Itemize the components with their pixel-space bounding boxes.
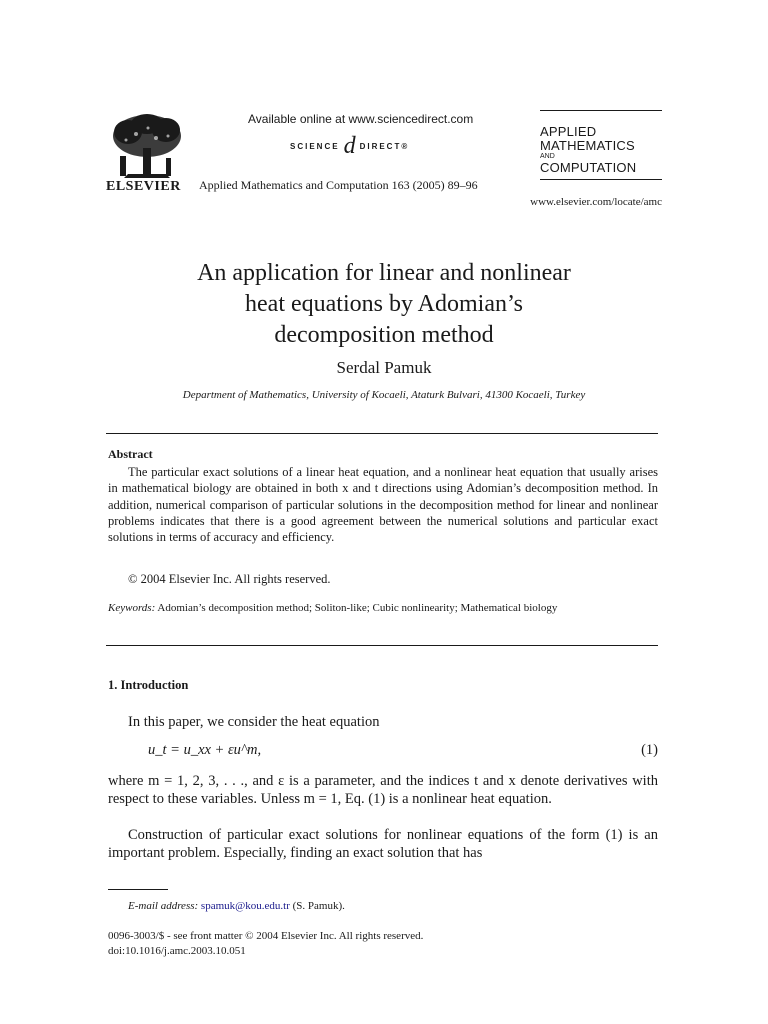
logo-word-and: AND [540, 153, 555, 160]
keywords-label: Keywords: [108, 602, 156, 614]
title-line: heat equations by Adomian’s [245, 291, 523, 317]
title-line: decomposition method [274, 322, 494, 348]
logo-word-applied: APPLIED [540, 124, 597, 139]
abstract-rule-top [106, 433, 658, 434]
abstract-copyright: © 2004 Elsevier Inc. All rights reserved. [128, 572, 331, 586]
journal-url[interactable]: www.elsevier.com/locate/amc [530, 196, 662, 208]
abstract-heading: Abstract [108, 447, 153, 461]
equation-1: u_t = u_xx + εu^m, [148, 742, 262, 758]
equation-number: (1) [641, 742, 658, 758]
logo-rule-top [540, 110, 662, 111]
author-affiliation: Department of Mathematics, University of Kocaeli, Ataturk Bulvari, 41300 Kocaeli, Turkey [182, 389, 586, 401]
email-link[interactable]: spamuk@kou.edu.tr [200, 900, 290, 912]
sciencedirect-left: SCIENCE [290, 142, 340, 151]
issn-line: 0096-3003/$ - see front matter © 2004 Elsevier Inc. All rights reserved. [108, 930, 424, 942]
publisher-name: ELSEVIER [106, 179, 181, 194]
paper-title [106, 258, 662, 351]
intro-paragraph-3: Construction of particular exact solutions for nonlinear equations of the form (1) is an important problem. Especially, finding an exact solution that has [108, 827, 658, 861]
logo-word-mathematics: MATHEMATICS [540, 138, 635, 153]
section-heading: 1. Introduction [108, 678, 189, 692]
footnote-rule [108, 889, 168, 890]
abstract-rule-bottom [106, 645, 658, 646]
available-online-text: Available online at www.sciencedirect.com [248, 112, 474, 126]
author-name: Serdal Pamuk [336, 358, 432, 377]
keywords-list: Adomian’s decomposition method; Soliton-like; Cubic nonlinearity; Mathematical biology [157, 602, 558, 614]
intro-paragraph-1: In this paper, we consider the heat equation [128, 714, 380, 730]
email-suffix: (S. Pamuk). [292, 900, 345, 912]
sciencedirect-right: DIRECT® [359, 142, 410, 151]
logo-rule-bottom [540, 179, 662, 180]
intro-paragraph-2: where m = 1, 2, 3, . . ., and ε is a parameter, and the indices t and x denote derivatives with respect to these variables. Unless m = 1, Eq. (1) is a nonlinear heat equation. [108, 773, 658, 807]
sciencedirect-mark: d [343, 133, 356, 159]
logo-word-computation: COMPUTATION [540, 160, 637, 175]
footnote-email [128, 900, 345, 912]
abstract-body: The particular exact solutions of a linear heat equation, and a nonlinear heat equation that usually arises in mathematical biology are obtained in both x and t directions using Adomian’s decomposition method. In addition, numerical comparison of particular solutions in the decomposition method for linear and nonlinear problems indicates that there is a good agreement between the numerical solutions and particular exact solutions in terms of accuracy and efficiency. [108, 465, 658, 545]
title-line: An application for linear and nonlinear [197, 260, 571, 286]
journal-reference: Applied Mathematics and Computation 163 (2005) 89–96 [199, 178, 478, 192]
keywords [108, 601, 658, 616]
email-label: E-mail address: [128, 900, 199, 912]
sciencedirect-logo [290, 133, 409, 160]
journal-logo [540, 110, 662, 180]
doi-line[interactable]: doi:10.1016/j.amc.2003.10.051 [108, 945, 246, 957]
tree-icon [106, 112, 188, 182]
